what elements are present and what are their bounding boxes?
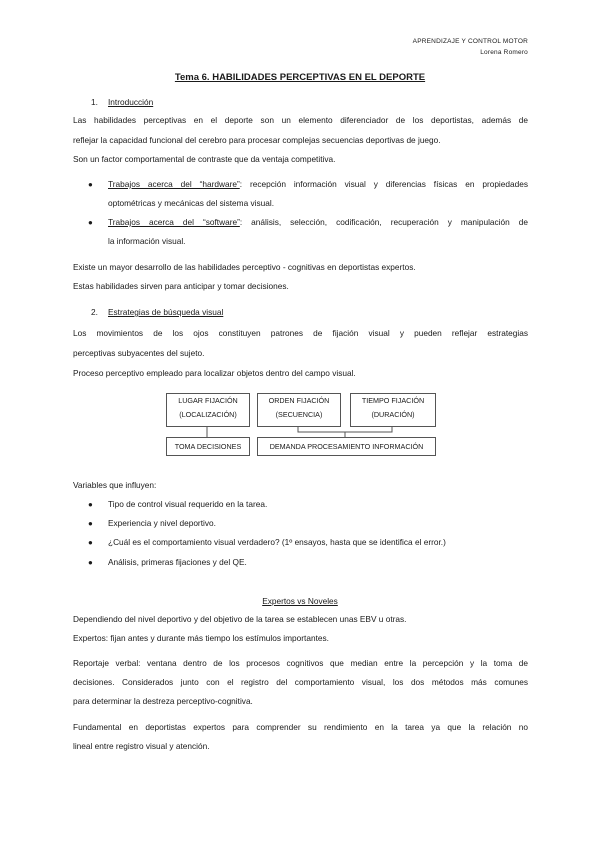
box-lugar-title: LUGAR FIJACIÓN bbox=[178, 396, 238, 405]
section2-paragraph2: Proceso perceptivo empleado para localizar objetos dentro del campo visual. bbox=[73, 368, 356, 378]
header-author: Lorena Romero bbox=[480, 49, 528, 56]
section2-paragraph1-line1: Los movimientos de los ojos constituyen patrones de fijación visual y pueden reflejar estrategias bbox=[73, 328, 528, 338]
section1-paragraph1-line2: reflejar la capacidad funcional del cerebro para procesar complejas secuencias deportivas de juego. bbox=[73, 135, 441, 145]
diagram-box-orden-fijacion bbox=[257, 393, 341, 427]
variables-item-2: Experiencia y nivel deportivo. bbox=[108, 518, 216, 528]
header-course: APRENDIZAJE Y CONTROL MOTOR bbox=[412, 38, 528, 45]
variables-item-3: ¿Cuál es el comportamiento visual verdadero? (1º ensayos, hasta que se identifica el error.) bbox=[108, 537, 446, 547]
bullet-icon: ● bbox=[88, 500, 93, 509]
experts-paragraph3-line3: para determinar la destreza perceptivo-cognitiva. bbox=[73, 696, 253, 706]
bullet-icon: ● bbox=[88, 519, 93, 528]
box-orden-title: ORDEN FIJACIÓN bbox=[268, 396, 330, 405]
experts-paragraph4-line1: Fundamental en deportistas expertos para comprender su rendimiento en la tarea ya que la relación no bbox=[73, 722, 528, 732]
experts-paragraph2: Expertos: fijan antes y durante más tiempo los estímulos importantes. bbox=[73, 633, 329, 643]
box-tiempo-subtitle: (DURACIÓN) bbox=[371, 410, 415, 419]
section1-number: 1. bbox=[91, 97, 98, 107]
bullet-software-line2: la información visual. bbox=[108, 236, 186, 246]
bullet-software-text: : análisis, selección, codificación, recuperación y manipulación de bbox=[239, 217, 528, 227]
section1-paragraph2: Son un factor comportamental de contraste que da ventaja competitiva. bbox=[73, 154, 336, 164]
section2-heading: Estrategias de búsqueda visual bbox=[108, 307, 224, 317]
section1-heading: Introducción bbox=[108, 97, 154, 107]
bullet-icon: ● bbox=[88, 180, 93, 189]
bullet-hardware-line2: optométricas y mecánicas del sistema visual. bbox=[108, 198, 275, 208]
experts-paragraph4-line2: lineal entre registro visual y atención. bbox=[73, 741, 210, 751]
bullet-icon: ● bbox=[88, 558, 93, 567]
diagram-box-toma-decisiones: TOMA DECISIONES bbox=[166, 437, 250, 456]
variables-item-1: Tipo de control visual requerido en la tarea. bbox=[108, 499, 268, 509]
bullet-hardware-text: : recepción información visual y diferencias físicas en propiedades bbox=[239, 179, 528, 189]
bullet-icon: ● bbox=[88, 218, 93, 227]
section2-paragraph1-line2: perceptivas subyacentes del sujeto. bbox=[73, 348, 205, 358]
section1-paragraph3: Existe un mayor desarrollo de las habilidades perceptivo - cognitivas en deportistas expertos. bbox=[73, 262, 416, 272]
box-orden-subtitle: (SECUENCIA) bbox=[275, 410, 323, 419]
section1-paragraph1-line1: Las habilidades perceptivas en el deporte son un elemento diferenciador de los deportistas, además de bbox=[73, 115, 528, 125]
diagram-box-lugar-fijacion bbox=[166, 393, 250, 427]
box-lugar-subtitle: (LOCALIZACIÓN) bbox=[179, 410, 237, 419]
experts-heading: Expertos vs Noveles bbox=[262, 596, 338, 606]
variables-item-4: Análisis, primeras fijaciones y del QE. bbox=[108, 557, 247, 567]
bullet-hardware-label: Trabajos acerca del “hardware” bbox=[108, 179, 240, 189]
section1-paragraph4: Estas habilidades sirven para anticipar y tomar decisiones. bbox=[73, 281, 289, 291]
bullet-icon: ● bbox=[88, 538, 93, 547]
page-title: Tema 6. HABILIDADES PERCEPTIVAS EN EL DEPORTE bbox=[174, 72, 426, 83]
experts-paragraph1: Dependiendo del nivel deportivo y del objetivo de la tarea se establecen unas EBV u otras. bbox=[73, 614, 407, 624]
variables-intro: Variables que influyen: bbox=[73, 480, 157, 490]
diagram-box-tiempo-fijacion bbox=[350, 393, 436, 427]
section2-number: 2. bbox=[91, 307, 98, 317]
bullet-software-label: Trabajos acerca del “software” bbox=[108, 217, 240, 227]
diagram-box-demanda-procesamiento: DEMANDA PROCESAMIENTO INFORMACIÓN bbox=[257, 437, 436, 456]
experts-paragraph3-line1: Reportaje verbal: ventana dentro de los procesos cognitivos que median entre la percepción y la toma de bbox=[73, 658, 528, 668]
box-tiempo-title: TIEMPO FIJACIÓN bbox=[361, 396, 425, 405]
experts-paragraph3-line2: decisiones. Considerados junto con el registro del comportamiento visual, los dos métodos más comunes bbox=[73, 677, 528, 687]
